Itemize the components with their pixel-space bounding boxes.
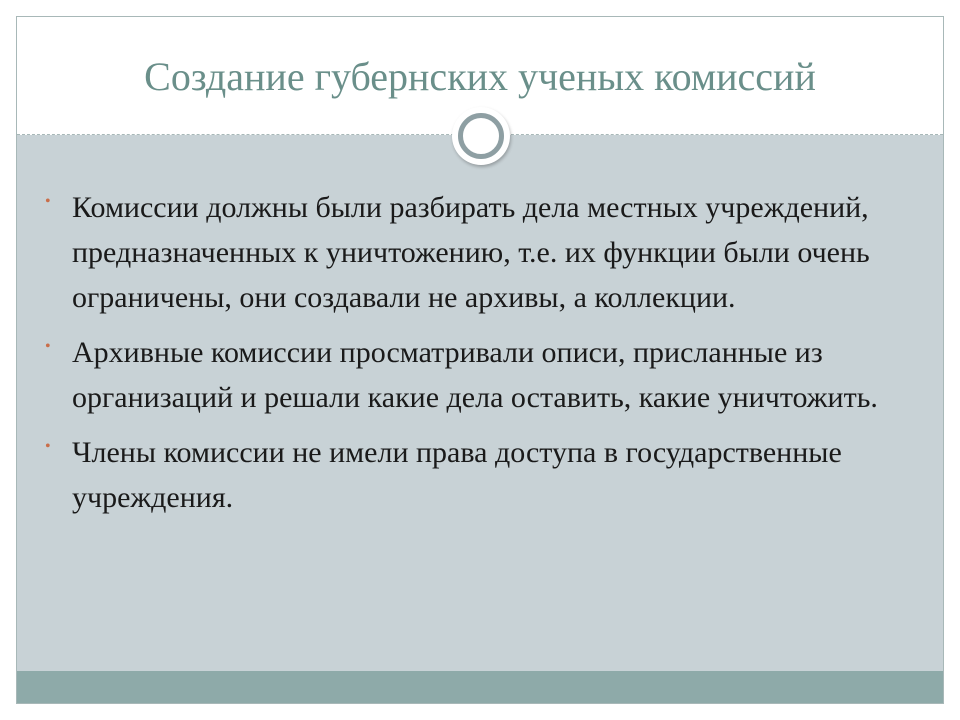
bottom-bar [17,671,943,704]
bullet-text: Члены комиссии не имели права доступа в государственные учреждения. [72,436,842,514]
bullet-dot-icon: • [45,438,51,455]
bullet-list [41,185,921,530]
bullet-dot-icon: • [45,193,51,210]
bullet-item [41,430,921,520]
bullet-item [41,185,921,320]
ring-icon [452,107,510,165]
bullet-dot-icon: • [45,338,51,355]
slide [16,16,944,704]
bullet-item [41,330,921,420]
bullet-text: Архивные комиссии просматривали описи, присланные из организаций и решали какие дела оставить, какие уничтожить. [72,336,878,414]
bullet-text: Комиссии должны были разбирать дела местных учреждений, предназначенных к уничтожению, т.е. их функции были очень ограничены, они создавали не архивы, а коллекции. [72,191,870,314]
slide-title: Создание губернских ученых комиссий [144,54,816,99]
ring-inner [458,113,504,159]
